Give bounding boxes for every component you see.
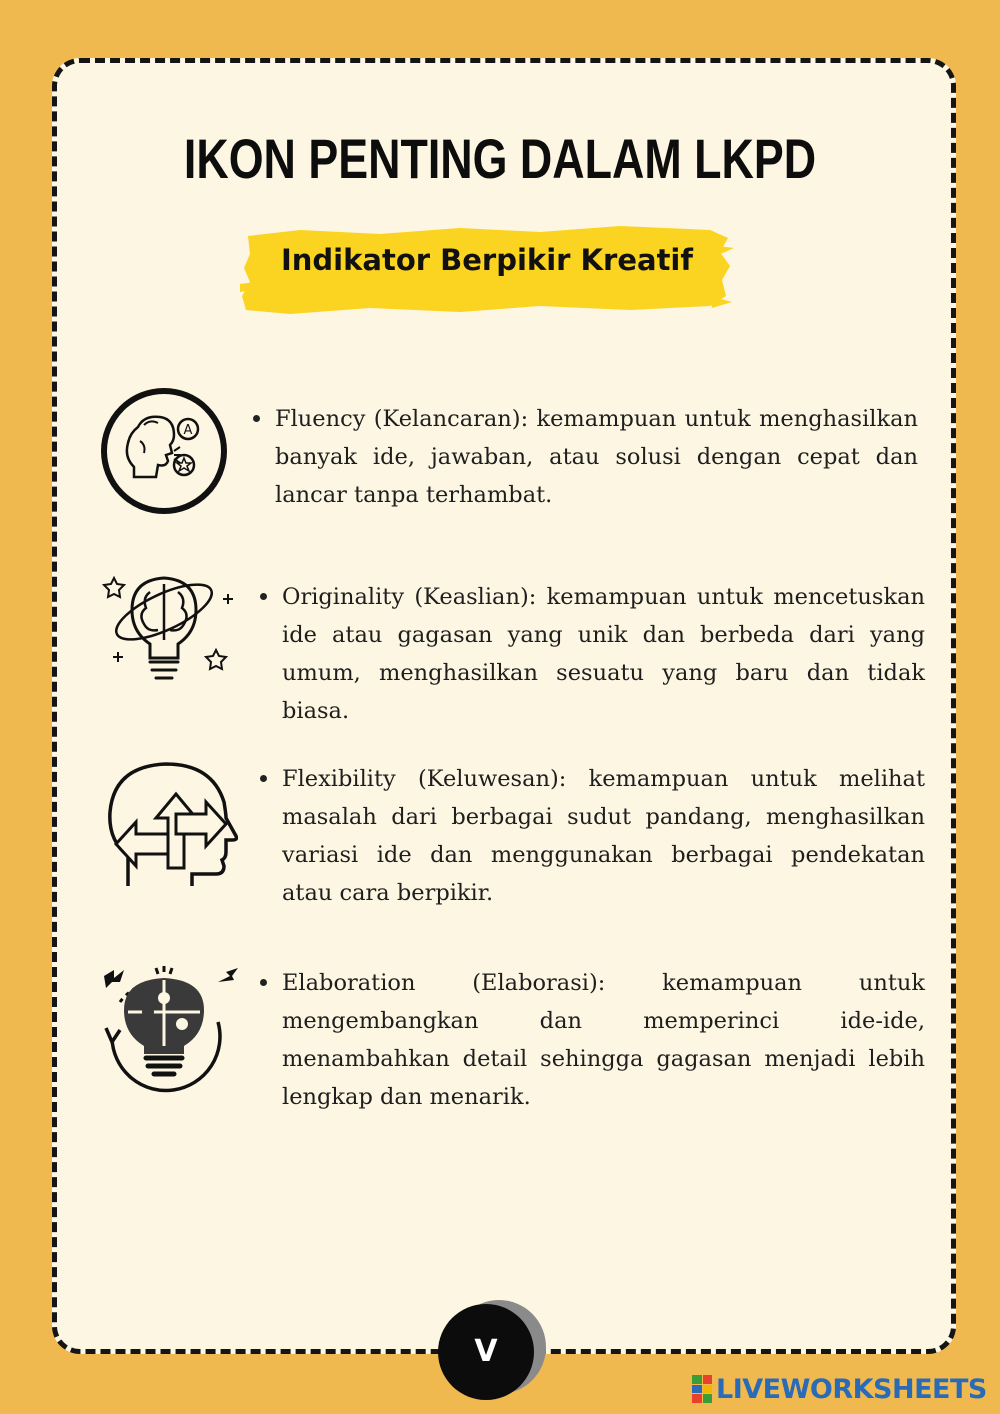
bullet <box>260 593 267 600</box>
indicator-fluency-text: Fluency (Kelancaran): kemampuan untuk menghasilkan banyak ide, jawaban, atau solusi dengan cepat dan lancar tanpa terhambat. <box>275 406 918 508</box>
bullet <box>260 979 267 986</box>
bullet <box>260 775 267 782</box>
puzzle-lightbulb-icon <box>98 962 240 1108</box>
brain-lightbulb-icon <box>102 560 238 696</box>
svg-text:A: A <box>183 423 193 438</box>
indicator-flexibility-text: Flexibility (Keluwesan): kemampuan untuk melihat masalah dari berbagai sudut pandang, menghasilkan variasi ide dan menggunakan berbagai pendekatan atau cara berpikir. <box>282 766 925 906</box>
indicator-elaboration-text: Elaboration (Elaborasi): kemampuan untuk mengembangkan dan memperinci ide-ide, menambahkan detail sehingga gagasan menjadi lebih lengkap dan menarik. <box>282 970 925 1110</box>
liveworksheets-logo-icon <box>692 1375 712 1403</box>
brand-text: LIVEWORKSHEETS <box>716 1373 987 1405</box>
indicator-originality-text: Originality (Keaslian): kemampuan untuk mencetuskan ide atau gagasan yang unik dan berbeda dari yang umum, menghasilkan sesuatu yang baru dan tidak biasa. <box>282 584 925 724</box>
speaking-head-icon <box>100 385 230 515</box>
page-number: V <box>474 1334 498 1369</box>
bullet <box>253 415 260 422</box>
subtitle: Indikator Berpikir Kreatif <box>280 243 693 277</box>
liveworksheets-watermark <box>692 1372 987 1406</box>
page-title: IKON PENTING DALAM LKPD <box>183 127 817 190</box>
head-arrows-icon <box>106 758 238 894</box>
